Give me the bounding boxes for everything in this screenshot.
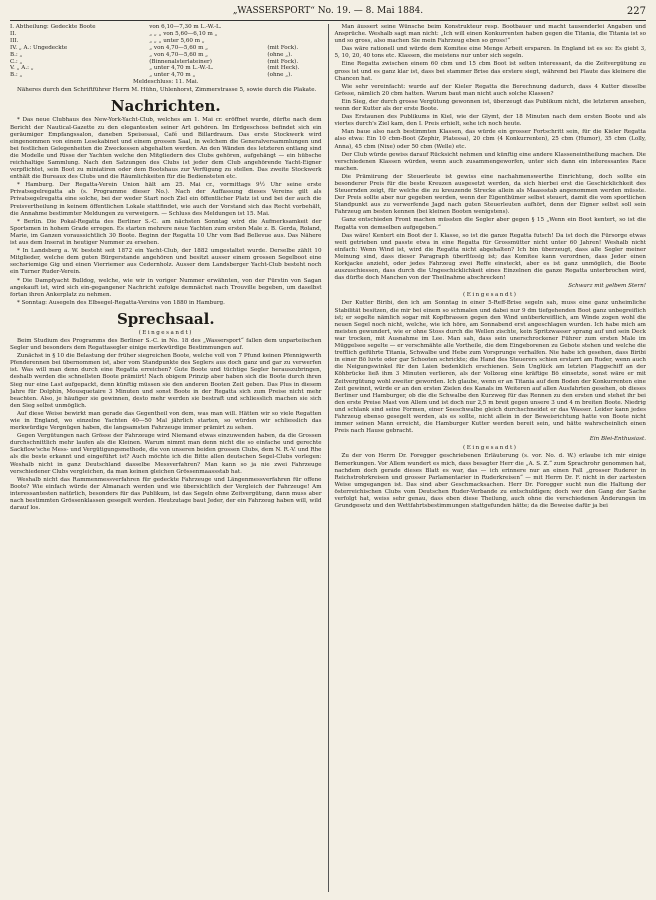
news-item: * Das neue Clubhaus des New-York-Yacht-Club, welches am 1. Mai cr. eröffnet wurde, dürfte nach dem Bericht der Nautical-Gazette zu den elegantesten seiner Art gehören. Im Erdgeschoss befindet sich ein geräumiger Empfangssalon, daneben Speisesaal, Café und Billardraum. Das erste Stockwerk wird eingenommen von einem Lesekabinet und einem grossen Saal, in welchem die Generalversammlungen und bei festlichen Gelegenheiten die Zweckessen abgehalten werden. An den Wänden des letzteren entlang sind die Modelle und Risse der Yachten welche den Mitgliedern des Clubs gehören, aufgehängt — ein hübsche reichhaltige Sammlung. Nach den Satzungen des Clubs ist jeder dem Club angehörende Yacht-Eigner verpflichtet, sein Boot zu miniatiren oder dem Bootshaus zur Verfügung zu stellen. Das zweite Stockwerk enthält die Bureaux des Clubs und die Räumlichkeiten für die Bediensteten etc.: [10, 117, 322, 181]
class-table-row: [10, 72, 322, 79]
class-table-cell: IV. „ A.: Ungedeckte: [10, 44, 68, 51]
class-table-cell: [267, 24, 321, 31]
class-table-row: [10, 52, 322, 59]
news-item: * In Landsberg a. W. besteht seit 1872 ein Yacht-Club, der 1882 umgestaltet wurde. Derselbe zählt 10 Mitglieder, welche dem guten Bürgerstande angehören und besitzt ausser einem grossen Segelboot eine sechsriemige Gig und einen Vierriemer aus Cedernholz. Ausser dem Landsberger Yacht-Club besteht noch ein Turner Ruder-Verein.: [10, 248, 322, 276]
news-item: * Sonntag: Ausegeln des Elbsegel-Regatta-Vereins von 1880 in Hamburg.: [17, 299, 225, 306]
news-item: * Berlin. Die Pokal-Regatta des Berliner S.-C. am nächsten Sonntag wird die Aufmerksamkeit der Sportsmen in hohem Grade erregen. Es starten mehrere neue Yachten zum ersten Male z. B. Gerda, Roland, Marie, im Ganzen voraussichtlich 30 Boote. Beginn der Regatta 10 Uhr vom Bad Bellevue aus. Das Nähere ist aus dem Inserat in heutiger Nummer zu ersehen.: [10, 218, 322, 247]
class-table-row: [10, 24, 322, 31]
sprechsaal-section: [10, 338, 322, 512]
letter-paragraph: Weshalb nicht das Rammenmessverfahren für gedeckte Fahrzeuge und Längenmessverfahren für offene Boote? Wie einfach würde der Almanach werden und wie übersichtlich der Vergleich der Fahrzeuge! Am interessantesten natürlich, besonders für das Publikum, ist das Segeln ohne Zeitvergütung, dann muss aber nach bestimmten Grössenklassen gesegelt werden. Heutzutage baut Jeder, der ein Fahrzeug haben will, wild darauf los.: [10, 476, 322, 512]
class-table-cell: „ unter 4,70 m „: [149, 72, 196, 79]
class-table-cell: „ von 4,70—5,60 m „: [149, 51, 209, 58]
class-table-cell: III.: [10, 37, 19, 44]
class-table-cell: II.: [10, 30, 17, 37]
letter-paragraph: Man äussert seine Wünsche beim Konstrukteur resp. Bootbauer und macht tausenderlei Angaben und Ansprüche. Weshalb sagt man nicht: „Ich will einen Konkurrenten haben gegen die Titania, die Titania ist so und so gross, also machen Sie mein Fahrzeug eben so gross!“: [334, 24, 646, 45]
class-table-cell: „ von 4,70—5,60 m „: [149, 44, 209, 51]
class-table-cell: [267, 31, 321, 38]
letter-paragraph: Der Kutter Biribi, den ich am Sonntag in einer 5-Reff-Brise segeln sah, muss eine ganz unheimliche Stabilität besitzen, die mir bei einem so schmalen und dabei nur 9 dm tiefgehenden Boot ganz unbegreiflich ist; er segelte nämlich sogar mit Kopfbrassen gegen den Wind unüberkreifllich, am Winde zogen wohl die neuen Segel noch nicht, welche, wie ich höre, am Sonnabend erst angeschlagen wurden. Ich habe mich am meisten gewundert, wie er ohne Stoss durch die Wellen zischte, kein Spritzwasser sprang auf und sein Deck war trocken, mit Ausnahme im Lee. Man sah, dass sein unerschrockener Führer zum ersten Male im Müggelsee segelte — er verschmähte alle Vortheile, die dem Eingeborenen zu Gebote stehen und welche die trefflich geführte Titania, Schwalbe und Hebe zum Vorsprunge verhalfen. Nie habe ich gesehen, dass Biribi in einer Bö luvte oder gar Schooten schrickte; die Hand des Steuerers schien erstarrt am Ruder, wenn auch die Neigungswinkel für den Laien bedenklich erschienen. Sein Unglück am letzten Flaggschiff an der Köhbrücke ließ ihm 3 Minuten verlieren, als der Vollzeug eine kräftige Bö einsetzte, sonst wäre er mit Zeitvergütung wohl zweiter geworden. Ich glaube, wenn er an Titania auf dem Boden der Konkurrenten eine Zeit gewinnt, würde er an den ersten Zielen des Kanals im Weiteren auf allen Ausfahrten gesehen, ob dieses Berliner und Hamburger, ob die die Schwalbe den Kurzweg für das Rennen zu den ersten und stehet ihr bei den erste Preise Mast von Allem und ist doch nur 2,5 m breit gegen unsere 3 und 4 m breiten Boote. Niedrig und schlank sind seine Formen, einer Seeschwalbe gleich durchschneidet er das Wasser. Leider kann jedes Fahrzeug ebenso gesegelt werden, als es sollte, nicht allein in der Beweisrichtung hatte von Boote nicht immer seinen Mann erreicht, die Hamburger Kutter werden bereit sein, und hätte wahrscheinlich einen Preis nach Hause gebracht.: [334, 300, 646, 435]
letter-paragraph: Man baue also nach bestimmten Klassen, das würde ein grosser Fortschritt sein, für die Kieler Regatta also etwa: Ein 10 cbm-Boot (Zephir, Platessa), 20 cbm (4 Konkurrenten), 25 cbm (Humor), 35 cbm (Lolly, Anna), 45 cbm (Nixe) oder 50 cbm (Welle) etc.: [334, 129, 646, 150]
letter-paragraph: Beim Studium des Programms des Berliner S.-C. in No. 18 des „Wassersport“ fallen dem unparteiischen Segler und besonders dem Regattasegler einige merkwürdige Bestimmungen auf.: [10, 337, 322, 352]
column-divider: [328, 24, 329, 892]
letter-paragraph: Wie sehr vereinfacht: wurde auf der Kieler Regatta die Berechnung dadurch, dass 4 Kutter dieselbe Grösse, nämlich 20 cbm hatten. Warum baut man nicht auch solche Klassen?: [334, 83, 646, 97]
eingesandt-label: (Eingesandt): [138, 329, 193, 336]
nachrichten-heading: Nachrichten.: [110, 97, 221, 116]
class-table-cell: (ohne „).: [267, 72, 293, 79]
signature: Ein Blei-Enthusiast.: [589, 436, 646, 443]
letter-paragraph: Das Erstaunen des Publikums in Kiel, wie der Glymt, der 18 Minuten nach dem ersten Boote und als viertes durch's Ziel kam, den I. Preis erhielt, sehe ich noch heute.: [334, 114, 646, 128]
class-table-cell: (Binnenalsterlateiner): [149, 58, 212, 65]
letter-paragraph: Eine Regatta zwischen einem 60 cbm und 15 cbm Boot ist selten interessant, da die Zeitvergütung zu gross ist und es ganz klar ist, dass bei stammer Brise das erstere siegt, während bei Flaute das kleinere die Chancen hat.: [334, 61, 646, 82]
letter-paragraph: Zunächst in § 10 die Belastung der früher siegreichen Boote, welche voll von 7 Pfund keinen Pfennigwerth Pfenderennen bei übernommen ist, aber vom Standpunkte des Seglers aus doch ganz und gar zu verwerfen ist. Was will man denn durch eine Regatta erreichen? Gute Boote und tüchtige Segler herauszubringen, deshalb werden die schnellsten Boote prämiirt! Nach obigem Prinzip aber haben sich die Boote durch ihren Sieg nur eine Last aufgepackt, denn künftig müssen sie den anderen Booten Zeit geben. Das Plus in diesem Jahre für Dolphin, Mousquetaire 3 Minuten und sonst Boote in der Regatta sich zum Preise nicht mehr beachten. Also, je häufiger sie gewinnen, desto mehr werden sie bestraft und schliesslich machen sie sich den Sieg selbst unmöglich.: [10, 353, 322, 409]
class-table-cell: B.: „: [10, 72, 23, 79]
letter-paragraph: Das wäre rationell und würde dem Komitee eine Menge Arbeit ersparen. In England ist es so: Es giebt 3, 5, 10, 20, 40 tons etc. Klassen, die meistens nur unter sich segeln.: [334, 46, 646, 60]
class-table: [10, 24, 322, 79]
letter-paragraph: Zu der von Herrn Dr. Foregger geschriebenen Erläuterung (s. vor. No. d. W.) erlaube ich mir einige Bemerkungen. Vor Allem wundert es mich, dass besagter Herr die „A. S. Z.“ zum Sprachrohr genommen hat, nachdem doch gerade dieses Blatt es war, das — ich erinnere nur an einen Fall „grosser Ruderer in Reichstrohrkreisen und grosser Parlamentarier in Ruderkreisen“ — mit Herrn Dr. F. nicht in der zartesten Weise umgegangen ist. Das sind aber Geschmacksachen. Herr Dr. Foregger sucht nun die Haltung der österreichischen Clubs vom Deutschen Ruder-Verbande zu entschuldigen; doch wer den Gang der Sache verfolgt hat, weiss sehr genau, dass eben diese Theilung, auch ohne die verschiedenen Änderungen im Grundgesetz und den Wettfahrtsbestimmungen stattgefunden hätte; da die Beweise dafür ja bei: [334, 453, 646, 510]
left-column: [10, 24, 322, 892]
letter-paragraph: Auf diese Weise bewirkt man gerade das Gegentheil von dem, was man will. Hätten wir so viele Regatten wie in England, wo einzelne Yachten 40—50 Mal jährlich starten, so würden wir schliesslich das merkwürdige Vergnügen haben, die langsamsten Fahrzeuge immer prämirt zu sehen.: [10, 410, 322, 432]
class-table-cell: (mit Fock).: [267, 44, 299, 51]
news-item: * Die Dampfyacht Bulldog, welche, wie wir in voriger Nummer erwähnten, von der Fürstin von Sagan angekauft ist, wird sich ein-gegangener Nachricht zufolge demnächst nach Trouville begeben, um daselbst fortan ihren Ankerplatz zu nehmen.: [10, 277, 322, 298]
class-table-cell: (mit Fock).: [267, 58, 299, 65]
letter-paragraph: Der Club würde gewiss darauf Rücksicht nehmen und künftig eine andere Klasseneintheilung machen. Die verschiedenen Klassen würden, wenn auch zusammengeworfen, unter sich dann ein interessantes Race machen.: [334, 151, 646, 172]
nachrichten-section: [10, 117, 322, 306]
class-table-cell: „ „ „ von 5,60—6,10 m „: [149, 30, 218, 37]
class-table-row: [10, 31, 322, 38]
sprechsaal-heading: Sprechsaal.: [116, 309, 215, 328]
letter-paragraph: Das wäre! Kentert ein Boot der I. Klasse, so ist die ganze Regatta futsch! Da ist doch die Fürsorge etwas weit getrieben und passte etwa in eine Regatta für Grossmütter nicht unter 60 Jahren! Weshalb nicht einfach: Wenn Wind ist, wird die Regatta nicht abgehalten? Ich bin überzeugt, dass alle Segler meiner Meinung sind, dass dieser Paragraph überflüssig ist; das Komitee kann verordnen, dass Jeder einen Korkjacke anzieht, oder jedes Fahrzeug zwei Reffe einsteckt, aber es ist ganz unmöglich, die Boote auszuschiessen, dass durch die Ungeschicklichkeit eines Einzelnen die ganze Regatta unterbrochen wird, das dürfte doch Manchen von der Theilnahme abschrecken!: [334, 232, 646, 282]
class-table-row: [10, 38, 322, 45]
class-table-cell: [267, 38, 321, 45]
news-item: * Hamburg. Der Regatta-Verein Union hält am 25. Mai cr., vormittags 9½ Uhr seine erste Privatsegelregatta ab (s. Programme dieser No.). Nach der Auffassung dieses Vereins gilt als Privatsegelregatta eine solche, bei der weder Start noch Ziel ein öffentlicher Platz ist und bei der auch die Preisvertheilung in keinem öffentlichen Lokale stattfindet, wie auch der Vorstand sich das Recht vorbehält, die Annahme bestimmter Meldungen zu verweigern. — Schluss des Meldungen ist 15. Mai.: [10, 182, 322, 217]
letter-paragraph: Ein Sieg, der durch grosse Vergütung gewonnen ist, überzeugt das Publikum nicht, die letzteren ansehen, wenn der Kutter als der erste Boote.: [334, 98, 646, 113]
class-table-cell: V. „ A.: „: [10, 65, 34, 72]
right-column: [334, 24, 646, 892]
class-table-cell: I. Abtheilung: Gedeckte Boote: [10, 24, 96, 30]
class-table-cell: C.: „: [10, 58, 23, 65]
signature: Schwarz mit gelbem Stern!: [568, 283, 646, 290]
letter-paragraph: Die Prämiirung der Steuerleute ist gewiss eine nachahmenswerthe Einrichtung, doch sollte ein besonderer Preis für die beste Kreuzen ausgesetzt werden, da sich hierbei erst die Geschicklichkeit des Steuernden zeigt, für welche die zu kreuzende Strecke allein als Maassstab angenommen werden müsste. Der Preis sollte aber nur gegeben werden, wenn der Eigenthümer selbst steuert, damit die vom sportlichen Standpunkt aus zu verwerfende Jagd nach guten Steuerleuten aufhört, denn der Eigner selbst soll sein Fahrzeug am besten kennen (bei kleinen Booten wenigstens).: [334, 173, 646, 216]
eingesandt-label: (Eingesandt): [463, 292, 518, 299]
class-table-cell: (mit Heck).: [267, 65, 300, 72]
class-table-cell: von 6,10—7,30 m L.-W.-L.: [149, 24, 222, 30]
page-number: 227: [626, 6, 646, 17]
columns: [10, 24, 646, 892]
class-table-cell: B.: „: [10, 51, 23, 58]
class-table-row: [10, 45, 322, 52]
meldeschluss: Meldeschluss: 11. Mai.: [133, 79, 199, 86]
masthead-line: „WASSERSPORT“ No. 19. — 8. Mai 1884.: [232, 6, 424, 16]
letter-paragraph: Gegen Vergütungen nach Grösse der Fahrzeuge wird Niemand etwas einzuwenden haben, da die Grossen durchschnittlich mehr laufen als die Kleinen. Warum nimmt man denn nicht die so einfache und gerechte Sackflow'sche Mess- und Vergütigungsmethode, die von unseren beiden grossen Clubs, dem N. R.-V. und Rhe als die beste erkannt und eingeführt ist? Auch möchte ich die Bitte allen deutschen Segel-Clubs vorlegen: Weshalb nicht in ganz Deutschland dasselbe Messverfahren? Man kann so ja nie zwei Fahrzeuge verschiedener Clubs vergleichen, da man keinen gleichen Grössenmaassstab hat.: [10, 433, 322, 475]
letter-paragraph: Ganz entschieden Front machen müssten die Segler aber gegen § 15 „Wenn ein Boot kentert, so ist die Regatta von demselben aufgegeben.“: [334, 217, 646, 231]
class-table-cell: (ohne „).: [267, 51, 293, 58]
class-table-cell: „ „ „ unter 5,60 m „: [149, 37, 205, 44]
page-header: [10, 6, 646, 21]
class-table-cell: „ unter 4,70 m L.-W.-L.: [149, 65, 214, 72]
eingesandt-label: (Eingesandt): [463, 445, 518, 452]
naheres-text: Näheres durch den Schriftführer Herrn M. Hühn, Uhlenhorst, Zimmerstrasse 5, sowie durch die Plakate.: [17, 87, 317, 94]
